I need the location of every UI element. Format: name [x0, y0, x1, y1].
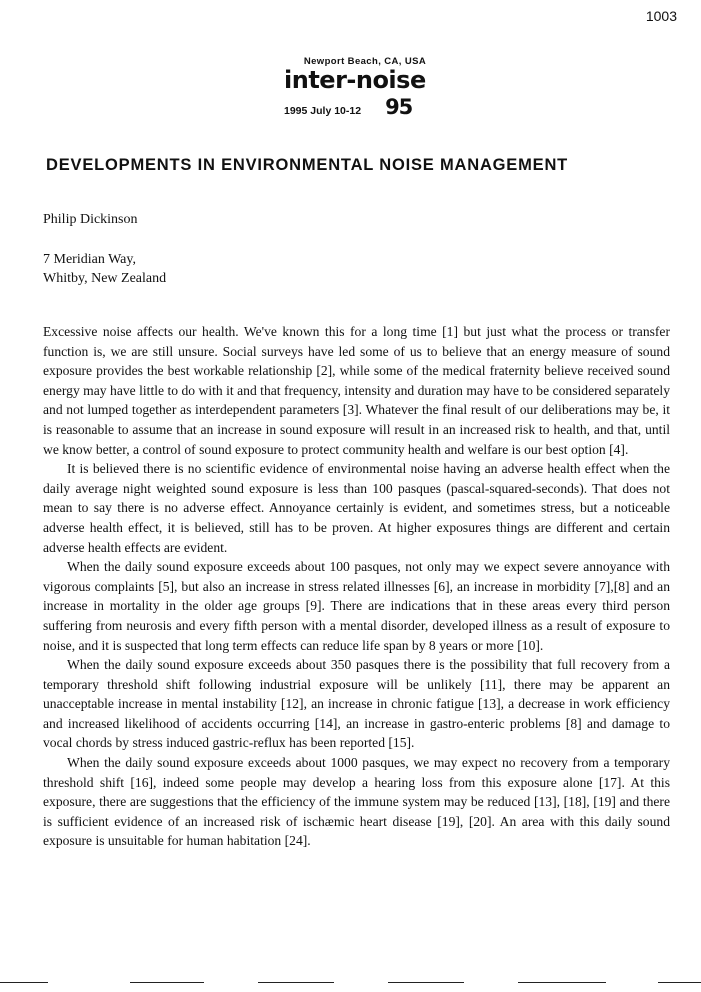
author-name: Philip Dickinson [43, 212, 138, 227]
body-text [43, 322, 670, 851]
body-paragraph: When the daily sound exposure exceeds about 350 pasques there is the possibility that full recovery from a temporary threshold shift following industrial exposure will be unlikely [11], there may be apparent an unacceptable increase in mental instability [12], an increase in chronic fatigue [13], a decrease in work efficiency and increased likelihood of accidents occurring [14], an increase in gastro-enteric problems [8] and damage to vocal chords by stress induced gastric-reflux has been reported [15]. [43, 657, 670, 751]
footer-rule [388, 982, 464, 983]
address-line: Whitby, New Zealand [43, 271, 167, 286]
footer-rule [130, 982, 204, 983]
paper-title: DEVELOPMENTS IN ENVIRONMENTAL NOISE MANAGEMENT [46, 156, 569, 174]
author-address [43, 250, 166, 288]
conference-dates: 1995 July 10-12 [284, 105, 362, 117]
conference-logo: inter-noise [284, 66, 426, 94]
conference-header [280, 56, 450, 119]
footer-rules [0, 982, 701, 986]
conference-dates-row [280, 95, 450, 119]
body-paragraph: It is believed there is no scientific evidence of environmental noise having an adverse health effect when the daily average night weighted sound exposure is less than 100 pasques (pascal-squared-seconds). That does not mean to say there is no adverse effect. Annoyance certainly is evident, and sometimes stress, but a noticeable adverse health effect, it is believed, still has to be proven. At higher exposures things are different and certain adverse health effects are evident. [43, 461, 670, 555]
page-number: 1003 [645, 8, 677, 24]
footer-rule [258, 982, 334, 983]
footer-rule [518, 982, 606, 983]
address-line: 7 Meridian Way, [43, 252, 136, 267]
body-paragraph: When the daily sound exposure exceeds about 1000 pasques, we may expect no recovery from a temporary threshold shift [16], indeed some people may develop a hearing loss from this exposure alone [17]. At this exposure, there are suggestions that the efficiency of the immune system may be reduced [13], [18], [19] and there is sufficient evidence of an increased risk of ischæmic heart disease [19], [20]. An area with this daily sound exposure is unsuitable for human habitation [24]. [43, 755, 670, 849]
conference-location: Newport Beach, CA, USA [303, 56, 427, 67]
footer-rule [658, 982, 701, 983]
conference-year: 95 [385, 95, 413, 119]
body-paragraph: When the daily sound exposure exceeds about 100 pasques, not only may we expect severe annoyance with vigorous complaints [5], but also an increase in stress related illnesses [6], an increase in morbidity [7],[8] and an increase in mortality in the older age groups [9]. There are indications that in these areas every third person suffering from neurosis and every fifth person with a mental disorder, developed illness as a result of exposure to noise, and it is suspected that long term effects can reduce life span by 8 years or more [10]. [43, 559, 670, 653]
body-paragraph: Excessive noise affects our health. We've known this for a long time [1] but just what the process or transfer function is, we are still unsure. Social surveys have led some of us to believe that an energy measure of sound exposure provides the best workable relationship [2], while some of the medical fraternity believe received sound energy may have little to do with it and that frequency, intensity and duration may have to be considered separately and not lumped together as interdependent parameters [3]. Whatever the final result of our deliberations may be, it is reasonable to assume that an increase in sound exposure will result in an increased risk to health, and that, until we know better, a control of sound exposure to protect community health and welfare is our best option [4]. [43, 324, 670, 457]
footer-rule [0, 982, 48, 983]
